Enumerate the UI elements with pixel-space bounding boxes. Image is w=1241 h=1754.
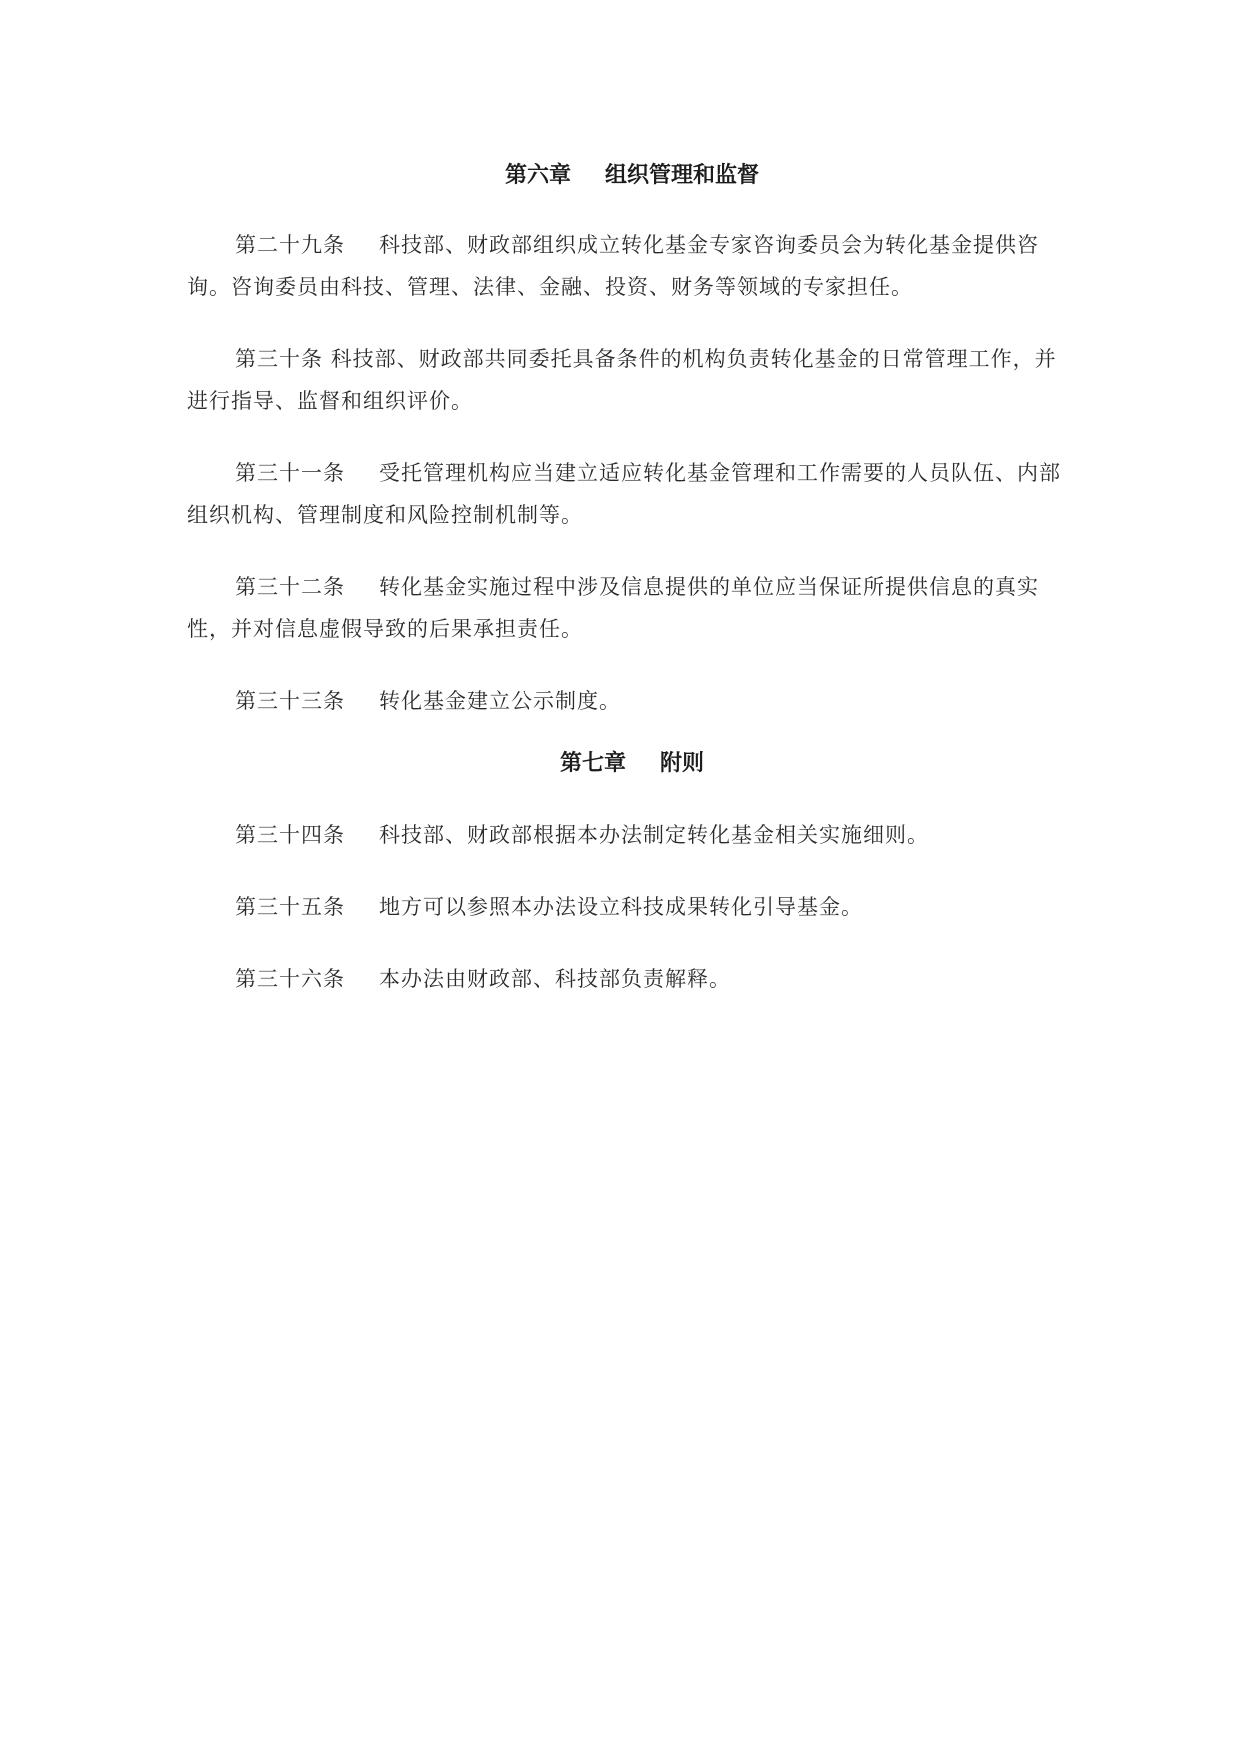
- article-34-text: 科技部、财政部根据本办法制定转化基金相关实施细则。: [379, 823, 929, 847]
- article-31-number: 第三十一条: [235, 461, 345, 485]
- article-36-number: 第三十六条: [235, 967, 345, 991]
- article-33-text: 转化基金建立公示制度。: [379, 689, 621, 713]
- article-33-number: 第三十三条: [235, 689, 345, 713]
- article-32-number: 第三十二条: [235, 575, 345, 599]
- article-32: [187, 566, 1077, 650]
- chapter-6-number: 第六章: [504, 163, 571, 188]
- chapter-6-heading: [187, 156, 1077, 196]
- article-29: [187, 224, 1077, 308]
- article-34-number: 第三十四条: [235, 823, 345, 847]
- article-30: [187, 338, 1077, 422]
- article-29-text: 科技部、财政部组织成立转化基金专家咨询委员会为转化基金提供咨询。咨询委员由科技、管理、法律、金融、投资、财务等领域的专家担任。: [187, 233, 1039, 299]
- chapter-7-title: 附则: [660, 751, 705, 776]
- article-30-number: 第三十条: [235, 347, 323, 371]
- article-30-text: 科技部、财政部共同委托具备条件的机构负责转化基金的日常管理工作，并进行指导、监督和组织评价。: [187, 347, 1057, 413]
- article-32-text: 转化基金实施过程中涉及信息提供的单位应当保证所提供信息的真实性，并对信息虚假导致的后果承担责任。: [187, 575, 1039, 641]
- article-36: [187, 958, 1077, 1000]
- article-29-number: 第二十九条: [235, 233, 345, 257]
- chapter-6-title: 组织管理和监督: [605, 163, 760, 188]
- document-body: [187, 156, 1077, 1000]
- article-35-number: 第三十五条: [235, 895, 345, 919]
- article-34: [187, 814, 1077, 856]
- article-31-text: 受托管理机构应当建立适应转化基金管理和工作需要的人员队伍、内部组织机构、管理制度和风险控制机制等。: [187, 461, 1061, 527]
- article-33: [187, 680, 1077, 722]
- article-35: [187, 886, 1077, 928]
- chapter-7-number: 第七章: [559, 751, 626, 776]
- article-35-text: 地方可以参照本办法设立科技成果转化引导基金。: [379, 895, 863, 919]
- article-31: [187, 452, 1077, 536]
- article-36-text: 本办法由财政部、科技部负责解释。: [379, 967, 731, 991]
- chapter-7-heading: [187, 744, 1077, 784]
